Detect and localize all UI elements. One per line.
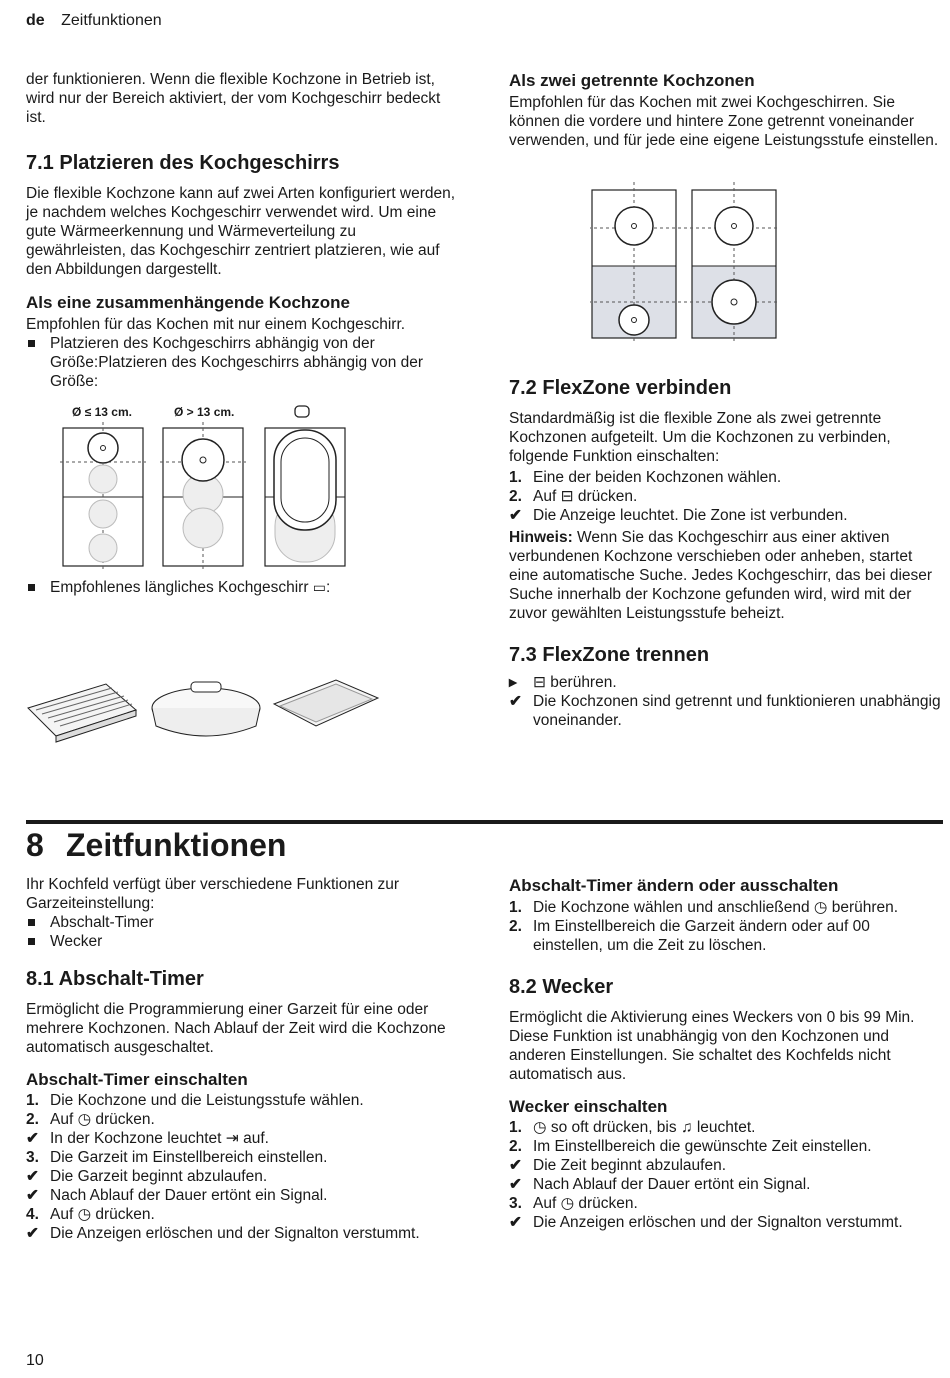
section-7-3-title: 7.3 FlexZone trennen: [509, 644, 710, 666]
chapter-title: 8 Zeitfunktionen: [26, 827, 287, 863]
step-item: 1. Die Kochzone wählen und anschließend ◷ berühren.: [509, 899, 899, 916]
intro-text: der funktionieren. Wenn die flexible Kochzone in Betrieb ist, wird nur der Bereich aktiviert, der vom Kochgeschirr bedeckt ist.: [26, 71, 441, 126]
right-column-bottom: [509, 875, 941, 1232]
hint-label: Hinweis:: [509, 529, 573, 546]
function-list: [26, 913, 458, 951]
griddle-drawing: [274, 680, 378, 726]
result-item: ✔ Die Anzeigen erlöschen und der Signalton verstummt.: [26, 1225, 420, 1242]
timer-change-steps: [509, 898, 941, 955]
step-item: 1. Die Kochzone und die Leistungsstufe wählen.: [26, 1092, 364, 1109]
result-item: ✔ Die Zeit beginnt abzulaufen.: [509, 1157, 727, 1174]
page-number: 10: [26, 1352, 44, 1369]
list-item: Abschalt-Timer: [26, 913, 458, 932]
timer-on-title: Abschalt-Timer einschalten: [26, 1070, 248, 1089]
running-header: [26, 12, 162, 30]
step-item: ▸ ⊟ berühren.: [509, 674, 617, 691]
timer-on-steps: [26, 1091, 458, 1243]
step-item: 2. Auf ◷ drücken.: [26, 1111, 155, 1128]
step-item: 2. Auf ⊟ drücken.: [509, 488, 638, 505]
section-7-2-text: Standardmäßig ist die flexible Zone als zwei getrennte Kochzonen aufgeteilt. Um die Kochzonen zu verbinden, folgende Funktion einschalten:: [509, 410, 891, 465]
section-8-1-text: Ermöglicht die Programmierung einer Garzeit für eine oder mehrere Kochzonen. Nach Ablauf der Zeit wird die Kochzone automatisch ausgeschaltet.: [26, 1001, 446, 1056]
result-item: ✔ In der Kochzone leuchtet ⇥ auf.: [26, 1130, 269, 1147]
section-7-2-title: 7.2 FlexZone verbinden: [509, 377, 732, 399]
subsection-two-zones-text: Empfohlen für das Kochen mit zwei Kochgeschirren. Sie können die vordere und hintere Zone getrennt voneinander verwenden, und für jede eine eigene Leistungsstufe einstellen.: [509, 94, 939, 149]
grill-plate-drawing: [28, 684, 136, 742]
bullet-square-icon: [28, 584, 35, 591]
two-zones-figure: [590, 182, 790, 342]
oblong-cookware-line: [26, 578, 458, 597]
bullet-square-icon: [28, 340, 35, 347]
step-item: 4. Auf ◷ drücken.: [26, 1206, 155, 1223]
alarm-on-title: Wecker einschalten: [509, 1097, 668, 1116]
list-item: Wecker: [26, 932, 458, 951]
header-title: Zeitfunktionen: [61, 12, 162, 29]
section-8-1-title: 8.1 Abschalt-Timer: [26, 968, 204, 990]
result-item: ✔ Nach Ablauf der Dauer ertönt ein Signal.: [26, 1187, 328, 1204]
left-column-bottom: [26, 875, 458, 1243]
bullet-square-icon: [28, 938, 35, 945]
step-item: 1. Eine der beiden Kochzonen wählen.: [509, 469, 782, 486]
step-item: 2. Im Einstellbereich die gewünschte Zeit einstellen.: [509, 1138, 872, 1155]
result-item: ✔ Die Garzeit beginnt abzulaufen.: [26, 1168, 268, 1185]
bullet-size-placement: Platzieren des Kochgeschirrs abhängig von der Größe:Platzieren des Kochgeschirrs abhängig von der Größe:: [26, 334, 458, 391]
section-7-1-title: 7.1 Platzieren des Kochgeschirrs: [26, 152, 340, 174]
oblong-cookware-figure: [26, 668, 386, 748]
subsection-two-zones-title: Als zwei getrennte Kochzonen: [509, 71, 755, 90]
result-item: ✔ Die Kochzonen sind getrennt und funktionieren unabhängig voneinander.: [509, 693, 941, 729]
subsection-single-zone-text: Empfohlen für das Kochen mit nur einem Kochgeschirr.: [26, 316, 406, 333]
alarm-on-steps: [509, 1118, 941, 1232]
chapter-rule: [26, 820, 943, 824]
figure-label-small: Ø ≤ 13 cm.: [72, 405, 132, 419]
bullet-square-icon: [28, 919, 35, 926]
cookware-size-figure: [60, 402, 360, 572]
step-item: 3. Die Garzeit im Einstellbereich einstellen.: [26, 1149, 328, 1166]
step-item: 2. Im Einstellbereich die Garzeit ändern oder auf 00 einstellen, um die Zeit zu löschen.: [509, 918, 870, 954]
oblong-pan-icon: ▭: [312, 579, 327, 595]
language-code: de: [26, 12, 45, 29]
section-7-1-text: Die flexible Kochzone kann auf zwei Arten konfiguriert werden, je nachdem welches Kochgeschirr verwendet wird. Um eine gute Wärmeerkennung und Wärmeverteilung zu gewährleisten, das Kochgeschirr zentriert platzieren, wie auf den Abbildungen dargestellt.: [26, 185, 456, 278]
chapter-intro: Ihr Kochfeld verfügt über verschiedene Funktionen zur Garzeiteinstellung:: [26, 876, 400, 912]
result-item: ✔ Die Anzeige leuchtet. Die Zone ist verbunden.: [509, 507, 848, 524]
left-column-top: [26, 70, 458, 391]
right-column-top: [509, 70, 941, 150]
right-column-mid: [509, 376, 941, 730]
section-7-3-steps: [509, 673, 941, 730]
result-item: ✔ Nach Ablauf der Dauer ertönt ein Signal.: [509, 1176, 811, 1193]
timer-change-title: Abschalt-Timer ändern oder ausschalten: [509, 876, 839, 895]
subsection-single-zone-title: Als eine zusammenhängende Kochzone: [26, 293, 351, 312]
hint-paragraph: Hinweis: Wenn Sie das Kochgeschirr aus einer aktiven verbundenen Kochzone verschieben oder anheben, startet eine automatische Suche. Jedes Kochgeschirr, das bei dieser Suche innerhalb der Kochzone gefunden wird, wird mit der zuvor gewählten Leistungsstufe beheizt.: [509, 529, 933, 622]
bullet-oblong-cookware: Empfohlenes längliches Kochgeschirr ▭:: [26, 578, 458, 597]
section-8-2-title: 8.2 Wecker: [509, 976, 614, 998]
figure-label-large: Ø > 13 cm.: [174, 405, 235, 419]
step-item: 3. Auf ◷ drücken.: [509, 1195, 638, 1212]
section-7-2-steps: [509, 468, 941, 525]
roaster-drawing: [152, 682, 260, 736]
result-item: ✔ Die Anzeigen erlöschen und der Signalton verstummt.: [509, 1214, 903, 1231]
step-item: 1. ◷ so oft drücken, bis ♫ leuchtet.: [509, 1119, 756, 1136]
section-8-2-text: Ermöglicht die Aktivierung eines Weckers von 0 bis 99 Min. Diese Funktion ist unabhängig von den Kochzonen und anderen Einstellungen. Sie schaltet des Kochfelds nicht automatisch aus.: [509, 1009, 915, 1083]
